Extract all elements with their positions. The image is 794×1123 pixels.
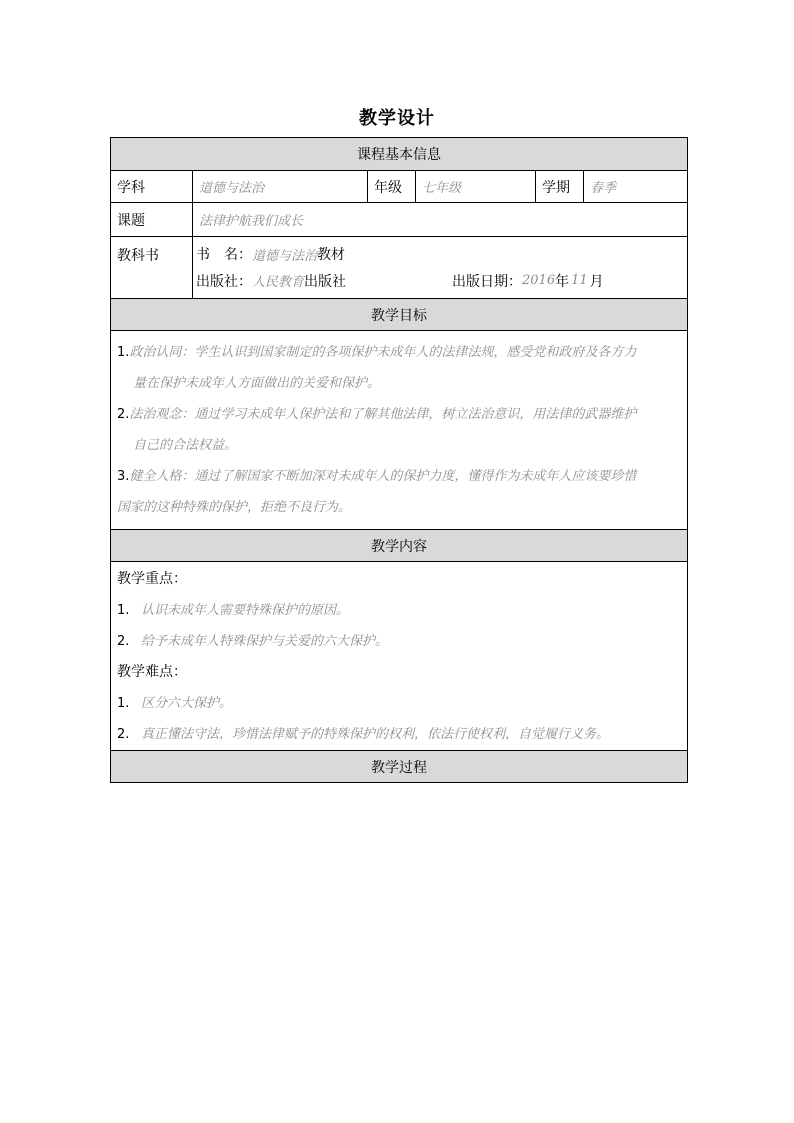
publisher-label: 出版社： [196, 273, 252, 290]
book-name-suffix: 教材 [317, 247, 346, 264]
publisher-suffix: 出版社 [304, 273, 347, 290]
objective-item [117, 461, 681, 523]
topic-value: 法律护航我们成长 [192, 203, 687, 236]
key-point-item [117, 595, 681, 626]
grade-value: 七年级 [415, 171, 535, 202]
objective-text: 政治认同：学生认识到国家制定的各项保护未成年人的法律法规，感受党和政府及各方力 [129, 345, 637, 360]
book-name-label: 书 名： [196, 247, 252, 264]
grade-label: 年级 [367, 171, 415, 202]
difficult-point-item [117, 719, 681, 750]
difficult-point-number: 1. [117, 696, 130, 711]
pub-year: 2016 [522, 273, 556, 289]
key-point-text: 认识未成年人需要特殊保护的原因。 [141, 603, 350, 618]
objective-text-cont: 国家的这种特殊的保护，拒绝不良行为。 [117, 500, 352, 515]
textbook-row [111, 236, 687, 298]
publisher-value: 人民教育 [252, 275, 305, 291]
topic-label: 课题 [117, 212, 145, 229]
key-point-item [117, 626, 681, 657]
difficult-point-item [117, 688, 681, 719]
term-value: 春季 [583, 171, 687, 202]
book-name-line [196, 244, 345, 264]
pub-month: 11 [571, 273, 588, 289]
difficult-point-text: 真正懂法守法，珍惜法律赋予的特殊保护的权利，依法行使权利，自觉履行义务。 [141, 727, 610, 742]
textbook-label: 教科书 [117, 248, 159, 264]
difficult-points-label: 教学难点： [117, 664, 187, 680]
key-point-number: 2. [117, 634, 130, 649]
key-points-label: 教学重点： [117, 571, 187, 587]
book-name-value: 道德与法治 [252, 248, 318, 264]
term-label: 学期 [535, 171, 583, 202]
difficult-point-text: 区分六大保护。 [141, 696, 233, 711]
year-char: 年 [555, 273, 570, 290]
process-header: 教学过程 [111, 750, 687, 782]
basic-info-header: 课程基本信息 [111, 138, 687, 170]
document-title: 教学设计 [359, 108, 435, 129]
objectives-list [111, 331, 687, 529]
subject-label: 学科 [117, 179, 145, 196]
objective-text: 法治观念：通过学习未成年人保护法和了解其他法律，树立法治意识，用法律的武器维护 [129, 407, 637, 422]
objective-text-cont: 自己的合法权益。 [133, 438, 238, 453]
objective-text-cont: 量在保护未成年人方面做出的关爱和保护。 [133, 376, 381, 391]
lesson-plan-table [110, 137, 688, 783]
key-point-number: 1. [117, 603, 130, 618]
difficult-point-number: 2. [117, 727, 130, 742]
objectives-body [111, 330, 687, 529]
textbook-info [192, 237, 687, 298]
objective-item [117, 337, 681, 399]
objective-text: 健全人格：通过了解国家不断加深对未成年人的保护力度，懂得作为未成年人应该要珍惜 [129, 469, 637, 484]
pub-date-label: 出版日期： [452, 273, 523, 290]
subject-grade-term-row [111, 170, 687, 202]
publisher-line [196, 271, 604, 291]
objective-number: 1. [117, 345, 130, 360]
content-header: 教学内容 [111, 529, 687, 561]
objective-number: 3. [117, 469, 130, 484]
key-point-text: 给予未成年人特殊保护与关爱的六大保护。 [141, 634, 389, 649]
objective-number: 2. [117, 407, 130, 422]
month-char: 月 [589, 273, 604, 290]
content-list [111, 562, 687, 750]
subject-value: 道德与法治 [192, 171, 367, 202]
objectives-header: 教学目标 [111, 298, 687, 330]
topic-row [111, 202, 687, 236]
objective-item [117, 399, 681, 461]
content-body [111, 561, 687, 750]
